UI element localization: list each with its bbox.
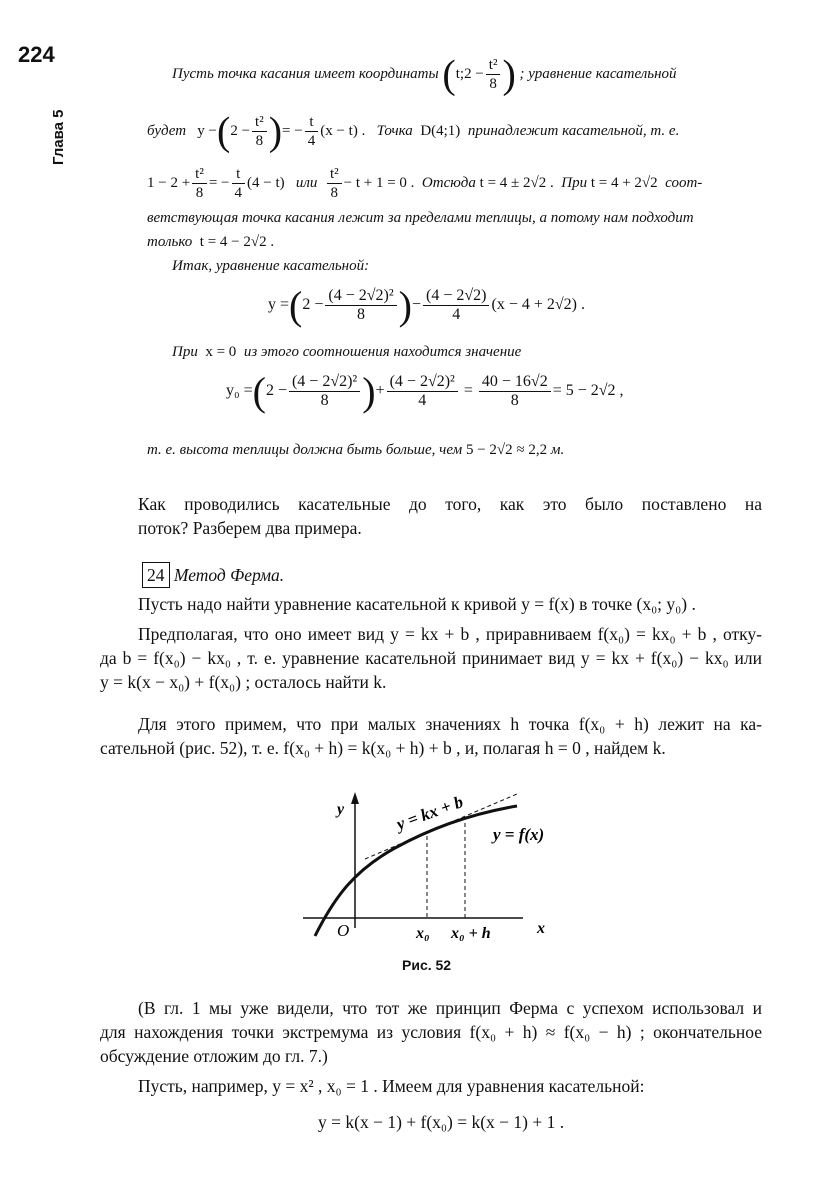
y-axis-label: y: [337, 801, 345, 818]
paragraph-intro: Как проводились касательные до того, как это было поставлено на поток? Разберем два примера.: [138, 494, 762, 538]
section-heading: [142, 562, 284, 588]
section-number: 24: [142, 562, 170, 588]
solution-line-7: При x = 0 из этого соотношения находится значение: [172, 344, 522, 360]
section-title: Метод Ферма.: [173, 565, 285, 585]
formula-example: y = k(x − 1) + f(x₀) = k(x − 1) + 1 .: [318, 1112, 565, 1132]
solution-line-4: ветствующая точка касания лежит за пределами теплицы, а потому нам подходит: [147, 210, 694, 226]
solution-line-1: Пусть точка касания имеет координаты (t;2 − $\frac{\text{t²}}{8}$ ) ; уравнение касательной: [172, 51, 677, 97]
origin-label: O: [337, 921, 350, 940]
figure-caption: Рис. 52: [402, 957, 452, 973]
curve-label: y = f(x): [493, 825, 545, 844]
x-axis-label: x: [537, 920, 545, 937]
paragraph-example: Пусть, например, y = x² , x₀ = 1 . Имеем для уравнения касательной:: [138, 1076, 645, 1096]
formula-tangent: y =(2 − $\frac{\text{(4 − 2√2)²}}{8}$ )− $\frac{(4 - 2√2)}{4}$ (x − 4 + 2√2) .: [268, 283, 585, 328]
solution-line-8: т. е. высота теплицы должна быть больше, чем 5 − 2√2 ≈ 2,2 м.: [147, 442, 565, 458]
page-number: 224: [18, 42, 55, 67]
formula-y0: y₀ =(2 − $\frac{\text{(4 − 2√2)²}}{8}$ )+ $\frac{\text{(4 − 2√2)²}}{4}$ = $\frac{40 - 16√2}{8}$ = 5 − 2√2 ,: [226, 369, 624, 414]
figure-52: [295, 778, 565, 950]
solution-line-5: только t = 4 − 2√2 .: [147, 234, 275, 250]
paragraph-task: Пусть надо найти уравнение касательной к кривой y = f(x) в точке (x₀; y₀) .: [138, 594, 696, 614]
tangent-label: y = kx + b: [393, 792, 466, 834]
solution-line-3: 1 − 2 + $\frac{\text{t²}}{8}$ = − $\frac{t}{4}$ (4 − t) или $\frac{\text{t²}}{8}$ − t + 1 = 0 . Отсюда t = 4 ± 2√2 . При t = 4 + 2√2 соот-: [147, 166, 703, 201]
x0h-label: x₀ + h: [451, 925, 491, 942]
paragraph-fermat-note: (В гл. 1 мы уже видели, что тот же принцип Ферма с успехом использовал и для нахождения точки экстремума из условия f(x₀ + h) ≈ f(x₀ − h) ; окончательное обсуждение отложим до гл. 7.): [100, 998, 762, 1066]
chapter-label: Глава 5: [50, 109, 67, 165]
paragraph-small-h: Для этого примем, что при малых значениях h точка f(x₀ + h) лежит на ка- сательной (рис. 52), т. е. f(x₀ + h) = k(x₀ + h) + b , и, полагая h = 0 , найдем k.: [100, 714, 762, 758]
x0-label: x₀: [416, 925, 430, 942]
solution-line-6: Итак, уравнение касательной:: [172, 258, 370, 274]
solution-line-2: будет y −(2 − $\frac{\text{t²}}{8}$ )= − $\frac{t}{4}$ (x − t) . Точка D(4;1) принадлежит касательной, т. е.: [147, 108, 680, 154]
y-axis-arrow: [351, 792, 359, 804]
paragraph-assume: Предполагая, что оно имеет вид y = kx + b , приравниваем f(x₀) = kx₀ + b , отку- да b = f(x₀) − kx₀ , т. е. уравнение касательной принимает вид y = kx + f(x₀) − kx₀ или y = k(x − x₀) + f(x₀) ; осталось найти k.: [100, 624, 762, 692]
